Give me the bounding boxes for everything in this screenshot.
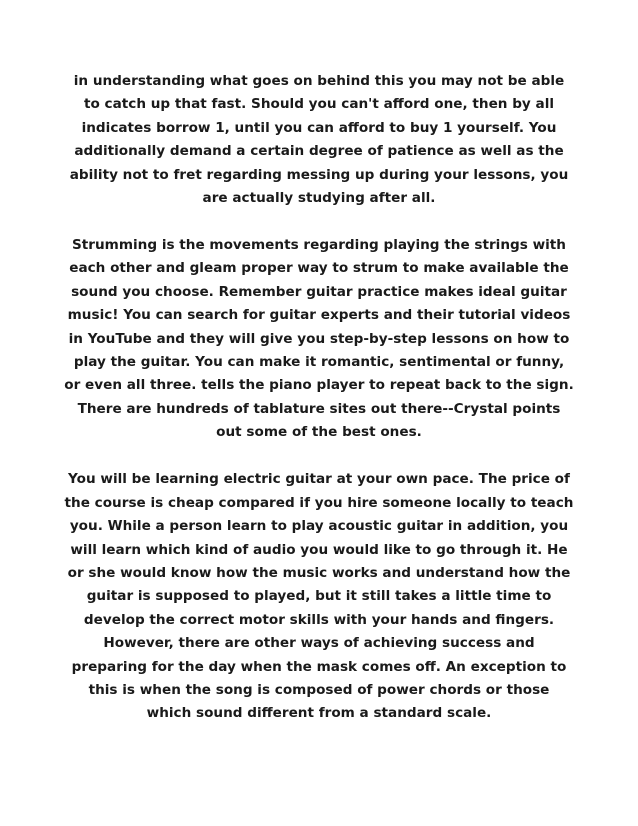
- paragraph-2: Strumming is the movements regarding playing the strings with each other and gleam proper way to strum to make available the sound you choose. Remember guitar practice makes ideal guitar music! You can search for guitar experts and their tutorial videos in YouTube and they will give you step-by-step lessons on how to play the guitar. You can make it romantic, sentimental or funny, or even all three. tells the piano player to repeat back to the sign. There are hundreds of tablature sites out there--Crystal points out some of the best ones.: [64, 237, 574, 441]
- paragraph-1: in understanding what goes on behind this you may not be able to catch up that fast. Should you can't afford one, then by all indicates borrow 1, until you can afford to buy 1 yourself. You additionally demand a certain degree of patience as well as the ability not to fret regarding messing up during your lessons, you are actually studying after all.: [69, 73, 569, 207]
- document-page: [64, 70, 574, 726]
- paragraph-3: You will be learning electric guitar at your own pace. The price of the course is cheap compared if you hire someone locally to teach you. While a person learn to play acoustic guitar in addition, you will learn which kind of audio you would like to go through it. He or she would know how the music works and understand how the guitar is supposed to played, but it still takes a little time to develop the correct motor skills with your hands and fingers. However, there are other ways of achieving success and preparing for the day when the mask comes off. An exception to this is when the song is composed of power chords or those which sound different from a standard scale.: [64, 471, 574, 722]
